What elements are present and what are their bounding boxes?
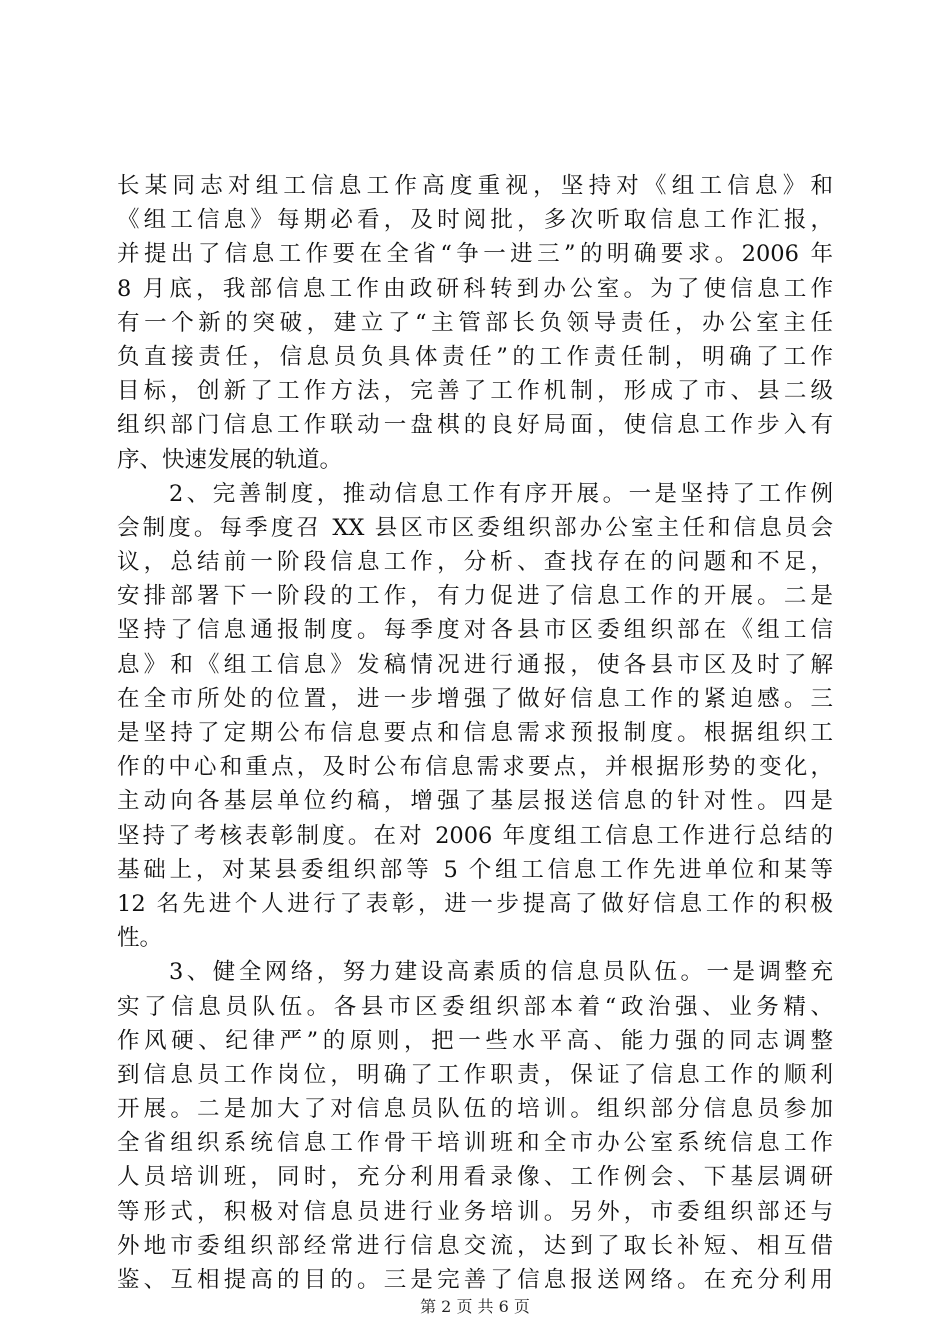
text-line: 8 月底，我部信息工作由政研科转到办公室。为了使信息工作 (117, 275, 833, 302)
text-line: 2、完善制度，推动信息工作有序开展。一是坚持了工作例 (117, 480, 833, 507)
text-line: 安排部署下一阶段的工作，有力促进了信息工作的开展。二是 (117, 583, 833, 610)
text-line: 息》和《组工信息》发稿情况进行通报，使各县市区及时了解 (117, 651, 833, 678)
text-line: 组织部门信息工作联动一盘棋的良好局面，使信息工作步入有 (117, 412, 833, 439)
text-line: 人员培训班，同时，充分利用看录像、工作例会、下基层调研 (117, 1164, 833, 1191)
text-line: 作的中心和重点，及时公布信息需求要点，并根据形势的变化， (117, 754, 833, 781)
text-line: 12 名先进个人进行了表彰，进一步提高了做好信息工作的积极 (117, 890, 833, 917)
text-line: 负直接责任，信息员负具体责任”的工作责任制，明确了工作 (117, 343, 833, 370)
text-line: 在全市所处的位置，进一步增强了做好信息工作的紧迫感。三 (117, 685, 833, 712)
text-line: 主动向各基层单位约稿，增强了基层报送信息的针对性。四是 (117, 788, 833, 815)
text-line: 是坚持了定期公布信息要点和信息需求预报制度。根据组织工 (117, 720, 833, 746)
text-line: 鉴、互相提高的目的。三是完善了信息报送网络。在充分利用 (117, 1267, 833, 1293)
text-line: 有一个新的突破，建立了“主管部长负领导责任，办公室主任 (117, 309, 833, 336)
text-line: 到信息员工作岗位，明确了工作职责，保证了信息工作的顺利 (117, 1061, 833, 1088)
text-line: 坚持了信息通报制度。每季度对各县市区委组织部在《组工信 (117, 617, 833, 644)
text-line: 外地市委组织部经常进行信息交流，达到了取长补短、相互借 (117, 1232, 833, 1259)
text-line: 议，总结前一阶段信息工作，分析、查找存在的问题和不足， (117, 549, 833, 576)
text-line: 实了信息员队伍。各县市区委组织部本着“政治强、业务精、 (117, 993, 833, 1020)
text-line: 会制度。每季度召 XX 县区市区委组织部办公室主任和信息员会 (117, 514, 833, 541)
text-line: 全省组织系统信息工作骨干培训班和全市办公室系统信息工作 (117, 1130, 833, 1157)
page-footer: 第 2 页 共 6 页 (420, 1297, 530, 1316)
text-line: 等形式，积极对信息员进行业务培训。另外，市委组织部还与 (117, 1198, 833, 1225)
text-line: 长某同志对组工信息工作高度重视，坚持对《组工信息》和 (117, 173, 833, 199)
text-line: 并提出了信息工作要在全省“争一进三”的明确要求。2006 年 (117, 241, 833, 268)
text-line: 序、快速发展的轨道。 (117, 446, 343, 473)
text-line: 开展。二是加大了对信息员队伍的培训。组织部分信息员参加 (117, 1096, 833, 1123)
text-line: 坚持了考核表彰制度。在对 2006 年度组工信息工作进行总结的 (117, 822, 833, 849)
text-line: 作风硬、纪律严”的原则，把一些水平高、能力强的同志调整 (117, 1027, 833, 1054)
text-line: 基础上，对某县委组织部等 5 个组工信息工作先进单位和某等 (117, 856, 833, 883)
text-line: 目标，创新了工作方法，完善了工作机制，形成了市、县二级 (117, 378, 833, 405)
text-line: 3、健全网络，努力建设高素质的信息员队伍。一是调整充 (117, 959, 833, 986)
text-line: 《组工信息》每期必看，及时阅批，多次听取信息工作汇报， (117, 207, 833, 234)
text-line: 性。 (117, 925, 163, 952)
body-text (117, 169, 833, 1297)
